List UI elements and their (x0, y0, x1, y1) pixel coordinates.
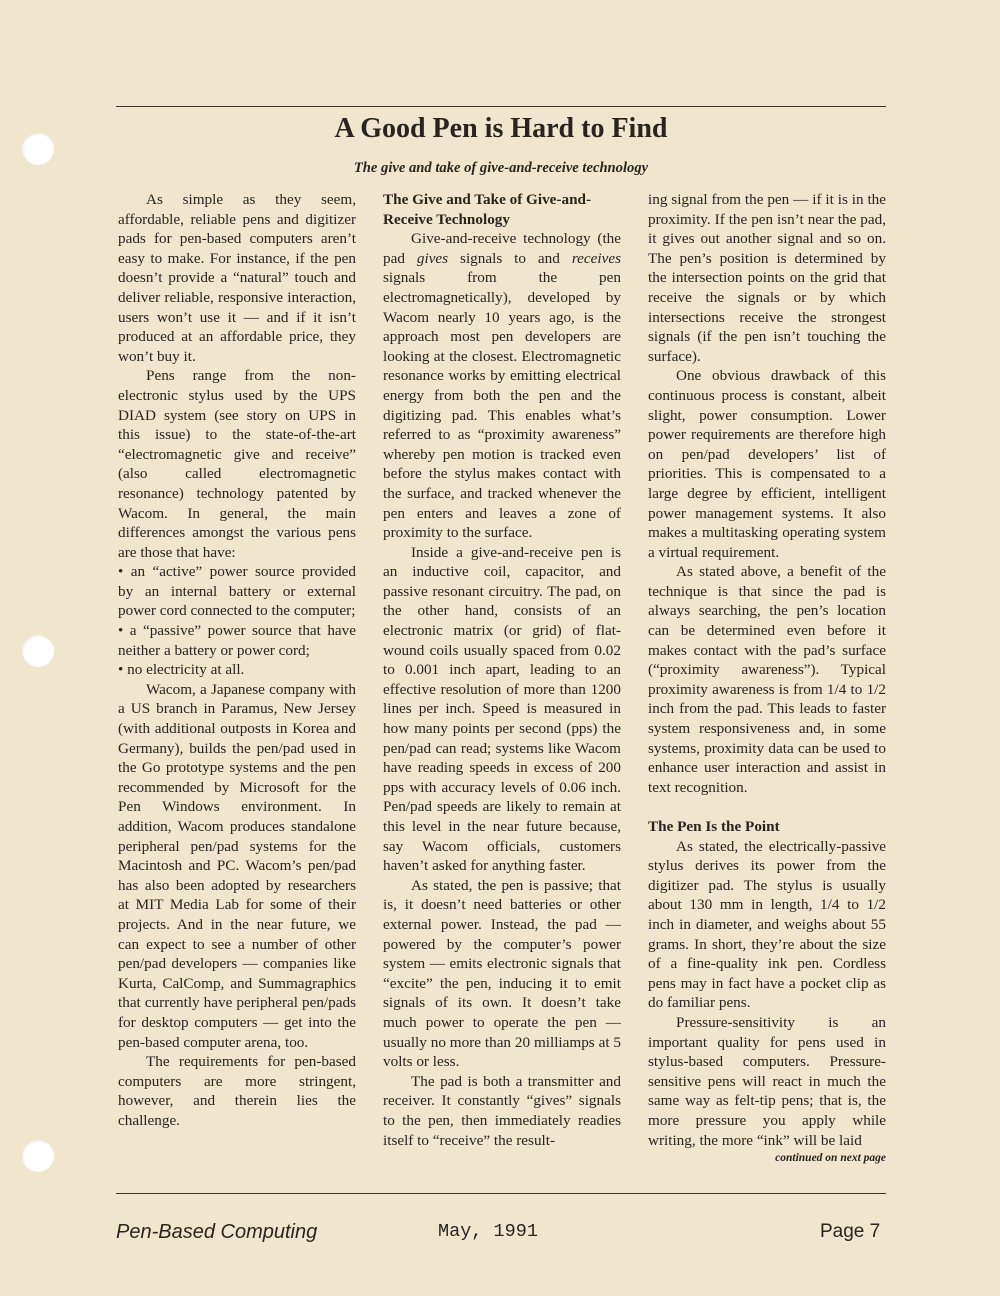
continued-note: continued on next page (775, 1152, 886, 1165)
paragraph: Pressure-sensitivity is an important quality for pens used in stylus-based computers. Pressure-sensitive pens will react in much the same way as felt-tip pens; that is, the more pressure you apply while writing, the more “ink” will be laid (648, 1013, 886, 1149)
bottom-rule (116, 1193, 886, 1194)
paragraph: As stated above, a benefit of the technique is that since the pad is always searching, the pen’s location can be determined even before it makes contact with the pad’s surface (“proximity awareness”). Typical proximity awareness is from 1/4 to 1/2 inch from the pad. This leads to faster system responsiveness and, in some systems, proximity data can be used to enhance user interaction and assist in text recognition. (648, 563, 886, 796)
paragraph: As stated, the electrically-passive stylus derives its power from the digitizer pad. The stylus is usually about 130 mm in length, 1/4 to 1/2 inch in diameter, and weighs about 55 grams. In short, they’re about the size of a fine-quality ink pen. Cordless pens may in fact have a pocket clip as do familiar pens. (648, 837, 886, 1012)
paragraph: The pad is both a transmitter and receiver. It constantly “gives” signals to the pen, then immediately readies itself to “receive” the result- (383, 1072, 621, 1149)
column-3 (648, 190, 886, 1166)
bullet-item: • a “passive” power source that have neither a battery or power cord; (118, 622, 356, 659)
article-title: A Good Pen is Hard to Find (334, 113, 668, 144)
page-number: Page 7 (820, 1221, 881, 1242)
article-subtitle: The give and take of give-and-receive technology (353, 160, 649, 176)
column-1 (118, 190, 356, 1131)
publication-name: Pen-Based Computing (116, 1221, 318, 1243)
paragraph: One obvious drawback of this continuous process is constant, albeit slight, power consumption. Lower power requirements are therefore high on pen/pad developers’ list of priorities. This is compensated to a large degree by efficient, intelligent power management systems. It also makes a multitasking operating system a virtual requirement. (648, 367, 886, 561)
paragraph: ing signal from the pen — if it is in the proximity. If the pen isn’t near the pad, it gives out another signal and so on. The pen’s position is determined by the intersection points on the grid that receive the signals or by which intersections receive the strongest signals (if the pen isn’t touching the surface). (648, 191, 886, 365)
paragraph: Inside a give-and-receive pen is an inductive coil, capacitor, and passive resonant circuitry. The pad, on the other hand, consists of an electronic matrix (or grid) of flat-wound coils usually spaced from 0.02 to 0.001 inch apart, leading to an effective resolution of more than 1200 lines per inch. Speed is measured in how many points per second (pps) the pen/pad can read; systems like Wacom have reading speeds in excess of 200 pps with accuracy levels of 0.06 inch. Pen/pad speeds are likely to remain at this level in the near future because, say Wacom officials, customers haven’t asked for anything faster. (383, 543, 621, 875)
top-rule (116, 106, 886, 107)
binder-hole (22, 133, 54, 165)
bullet-item: • an “active” power source provided by an internal battery or external power cord connected to the computer; (118, 563, 356, 620)
bullet-item: • no electricity at all. (118, 661, 245, 679)
binder-hole (22, 1140, 54, 1172)
section-heading: The Pen Is the Point (648, 818, 780, 835)
paragraph: Pens range from the non-electronic stylus used by the UPS DIAD system (see story on UPS in this issue) to the state-of-the-art “electromagnetic give and receive” (also called electromagnetic resonance) technology patented by Wacom. In general, the main differences amongst the various pens are those that have: (118, 367, 356, 561)
paragraph: As simple as they seem, affordable, reliable pens and digitizer pads for pen-based computers aren’t easy to make. For instance, if the pen doesn’t provide a “natural” touch and deliver reliable, responsive interaction, users won’t use it — and if it isn’t produced at an affordable price, they won’t buy it. (118, 191, 356, 365)
issue-date: May, 1991 (438, 1221, 538, 1242)
column-2 (383, 190, 621, 1150)
paragraph: Wacom, a Japanese company with a US branch in Paramus, New Jersey (with additional outposts in Korea and Germany), builds the pen/pad used in the Go prototype systems and the pen recommended by Microsoft for the Pen Windows environment. In addition, Wacom produces standalone peripheral pen/pad systems for the Macintosh and PC. Wacom’s pen/pad has also been adopted by researchers at MIT Media Lab for some of their projects. And in the near future, we can expect to see a number of other pen/pad developers — companies like Kurta, CalComp, and Summagraphics that currently have peripheral pen/pads for desktop computers — get into the pen-based computer arena, too. (118, 680, 356, 1051)
paragraph: As stated, the pen is passive; that is, it doesn’t need batteries or other external power. Instead, the pad — powered by the computer’s power system — emits electronic signals that “excite” the pen, inducing it to emit signals of its own. It doesn’t take much power to operate the pen — usually no more than 20 milliamps at 5 volts or less. (383, 876, 621, 1071)
paragraph: The requirements for pen-based computers are more stringent, however, and therein lies the challenge. (118, 1053, 356, 1129)
binder-hole (22, 635, 54, 667)
section-heading: The Give and Take of Give-and-Receive Technology (383, 191, 592, 228)
paragraph: Give-and-receive technology (the pad gives signals to and receives signals from the pen electromagnetically), developed by Wacom nearly 10 years ago, is the approach most pen developers are looking at the closest. Electromagnetic resonance works by emitting electrical energy from both the pen and the digitizing pad. This enables what’s referred to as “proximity awareness” whereby pen motion is tracked even before the stylus makes contact with the surface, and tracked whenever the pen enters and leaves a zone of proximity to the surface. (383, 230, 621, 542)
